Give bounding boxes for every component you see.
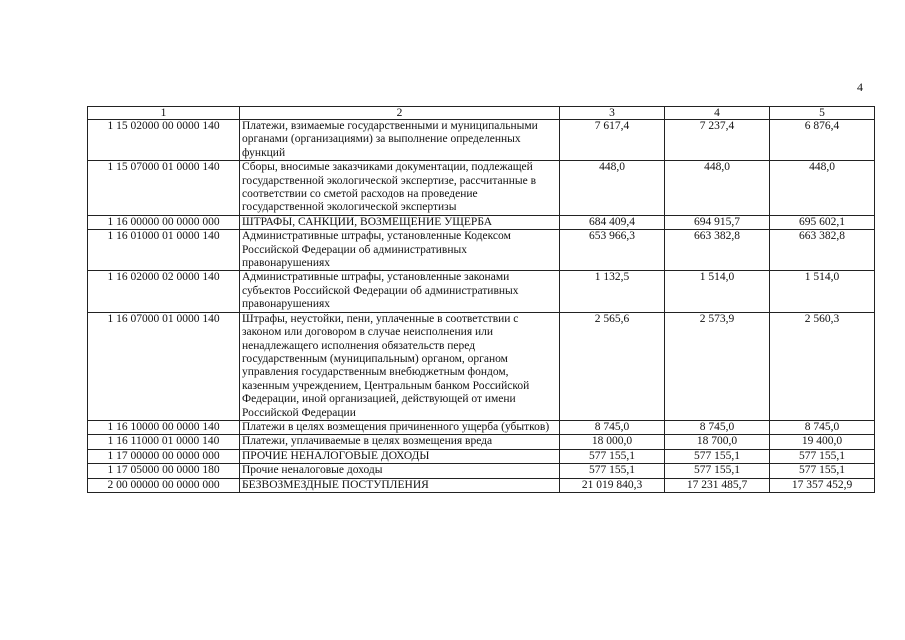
value-col3-cell: 448,0 (560, 161, 665, 216)
value-col4-cell: 577 155,1 (665, 449, 770, 463)
value-col3-cell: 2 565,6 (560, 312, 665, 420)
table-header-row (88, 107, 875, 120)
value-col3-cell: 7 617,4 (560, 120, 665, 161)
table-row (88, 161, 875, 216)
value-col5-cell: 695 602,1 (770, 215, 875, 229)
value-col5-cell: 577 155,1 (770, 464, 875, 478)
value-col3-cell: 18 000,0 (560, 435, 665, 449)
value-col4-cell: 577 155,1 (665, 464, 770, 478)
revenue-name-cell: Платежи в целях возмещения причиненного ущерба (убытков) (240, 420, 560, 434)
value-col5-cell: 1 514,0 (770, 271, 875, 312)
value-col4-cell: 448,0 (665, 161, 770, 216)
budget-code-cell: 1 16 10000 00 0000 140 (88, 420, 240, 434)
value-col5-cell: 8 745,0 (770, 420, 875, 434)
value-col3-cell: 577 155,1 (560, 449, 665, 463)
revenue-name-cell: ШТРАФЫ, САНКЦИИ, ВОЗМЕЩЕНИЕ УЩЕРБА (240, 215, 560, 229)
value-col5-cell: 6 876,4 (770, 120, 875, 161)
budget-code-cell: 1 16 07000 01 0000 140 (88, 312, 240, 420)
value-col3-cell: 653 966,3 (560, 230, 665, 271)
value-col4-cell: 2 573,9 (665, 312, 770, 420)
header-cell-3: 3 (560, 107, 665, 120)
value-col3-cell: 8 745,0 (560, 420, 665, 434)
table-row (88, 215, 875, 229)
budget-code-cell: 1 15 02000 00 0000 140 (88, 120, 240, 161)
revenue-name-cell: Прочие неналоговые доходы (240, 464, 560, 478)
revenue-name-cell: Сборы, вносимые заказчиками документации, подлежащей государственной экологической экспертизе, рассчитанные в соответствии со сметой расходов на проведение государственной экологической экспертизы (240, 161, 560, 216)
value-col5-cell: 2 560,3 (770, 312, 875, 420)
page-number: 4 (857, 80, 863, 94)
revenue-name-cell: ПРОЧИЕ НЕНАЛОГОВЫЕ ДОХОДЫ (240, 449, 560, 463)
value-col5-cell: 17 357 452,9 (770, 478, 875, 492)
value-col5-cell: 663 382,8 (770, 230, 875, 271)
budget-code-cell: 1 17 00000 00 0000 000 (88, 449, 240, 463)
value-col5-cell: 448,0 (770, 161, 875, 216)
revenue-name-cell: Платежи, взимаемые государственными и муниципальными органами (организациями) за выполнение определенных функций (240, 120, 560, 161)
table-row (88, 435, 875, 449)
header-cell-5: 5 (770, 107, 875, 120)
value-col3-cell: 684 409,4 (560, 215, 665, 229)
budget-code-cell: 1 15 07000 01 0000 140 (88, 161, 240, 216)
value-col3-cell: 577 155,1 (560, 464, 665, 478)
table-row (88, 230, 875, 271)
table-row (88, 464, 875, 478)
budget-code-cell: 1 16 01000 01 0000 140 (88, 230, 240, 271)
table-row (88, 312, 875, 420)
value-col4-cell: 17 231 485,7 (665, 478, 770, 492)
revenue-name-cell: Административные штрафы, установленные законами субъектов Российской Федерации об административных правонарушениях (240, 271, 560, 312)
header-cell-4: 4 (665, 107, 770, 120)
budget-revenue-table (87, 106, 875, 493)
revenue-name-cell: Административные штрафы, установленные Кодексом Российской Федерации об административных правонарушениях (240, 230, 560, 271)
budget-code-cell: 2 00 00000 00 0000 000 (88, 478, 240, 492)
header-cell-2: 2 (240, 107, 560, 120)
table-row (88, 120, 875, 161)
budget-code-cell: 1 17 05000 00 0000 180 (88, 464, 240, 478)
value-col4-cell: 8 745,0 (665, 420, 770, 434)
budget-code-cell: 1 16 11000 01 0000 140 (88, 435, 240, 449)
value-col4-cell: 663 382,8 (665, 230, 770, 271)
value-col4-cell: 18 700,0 (665, 435, 770, 449)
value-col5-cell: 577 155,1 (770, 449, 875, 463)
value-col5-cell: 19 400,0 (770, 435, 875, 449)
revenue-name-cell: Штрафы, неустойки, пени, уплаченные в соответствии с законом или договором в случае неисполнения или ненадлежащего исполнения обязательств перед государственным (муниципальным) органом, органом управления государственным внебюджетным фондом, казенным учреждением, Центральным банком Российской Федерации, иной организацией, действующей от имени Российской Федерации (240, 312, 560, 420)
budget-code-cell: 1 16 02000 02 0000 140 (88, 271, 240, 312)
table-row (88, 449, 875, 463)
value-col4-cell: 1 514,0 (665, 271, 770, 312)
value-col3-cell: 21 019 840,3 (560, 478, 665, 492)
revenue-name-cell: БЕЗВОЗМЕЗДНЫЕ ПОСТУПЛЕНИЯ (240, 478, 560, 492)
value-col4-cell: 7 237,4 (665, 120, 770, 161)
value-col4-cell: 694 915,7 (665, 215, 770, 229)
revenue-name-cell: Платежи, уплачиваемые в целях возмещения вреда (240, 435, 560, 449)
table-row (88, 420, 875, 434)
table-row (88, 478, 875, 492)
value-col3-cell: 1 132,5 (560, 271, 665, 312)
table-row (88, 271, 875, 312)
budget-code-cell: 1 16 00000 00 0000 000 (88, 215, 240, 229)
header-cell-1: 1 (88, 107, 240, 120)
